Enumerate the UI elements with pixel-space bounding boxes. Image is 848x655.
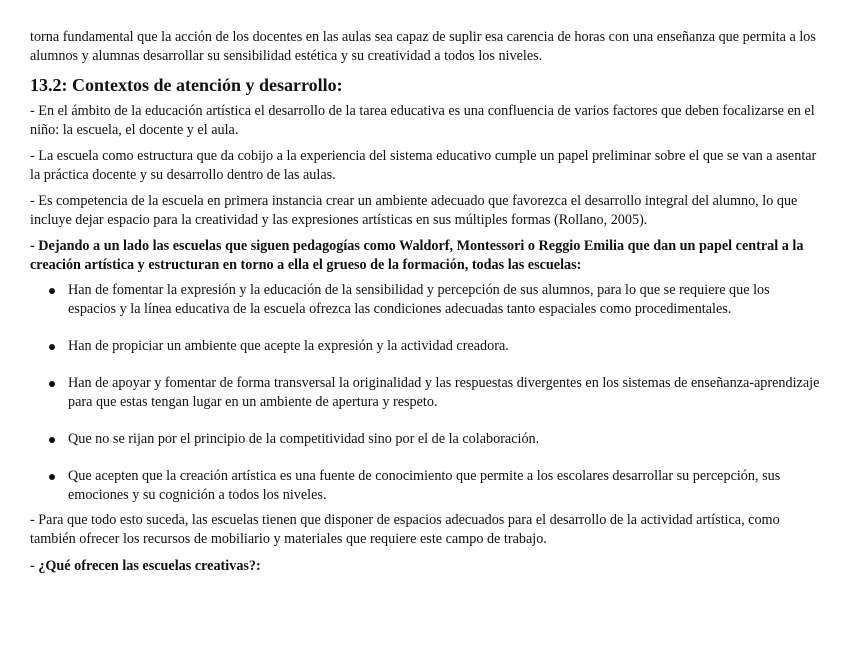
bullet-icon — [49, 381, 55, 387]
section-heading: 13.2: Contextos de atención y desarrollo: — [30, 75, 343, 95]
intro-paragraph: torna fundamental que la acción de los docentes en las aulas sea capaz de suplir esa carencia de horas con una enseñanza que permita a los alumnos y alumnas desarrollar su sensibilidad estética y su creatividad a todos los niveles. — [30, 29, 816, 64]
list-item-text: Han de fomentar la expresión y la educación de la sensibilidad y percepción de sus alumnos, para lo que se requiere que los espacios y la línea educativa de la escuela ofrezca las condiciones adecuadas tanto espaciales como procedimentales. — [68, 282, 770, 317]
closing-paragraph: - Para que todo esto suceda, las escuelas tienen que disponer de espacios adecuados para el desarrollo de la actividad artística, como también ofrecer los recursos de mobiliario y materiales que requiere este campo de trabajo. — [30, 512, 780, 547]
list-item — [68, 337, 820, 356]
list-item-text: Han de propiciar un ambiente que acepte la expresión y la actividad creadora. — [68, 338, 509, 354]
list-item — [68, 374, 820, 412]
paragraph-focus: - En el ámbito de la educación artística el desarrollo de la tarea educativa es una confluencia de varios factores que deben focalizarse en el niño: la escuela, el docente y el aula. — [30, 103, 815, 138]
paragraph-school-competence: - Es competencia de la escuela en primera instancia crear un ambiente adecuado que favorezca el desarrollo integral del alumno, lo que incluye dejar espacio para la creatividad y las expresiones artísticas en sus múltiples formas (Rollano, 2005). — [30, 193, 798, 228]
bullet-icon — [49, 474, 55, 480]
bold-paragraph-schools: - Dejando a un lado las escuelas que siguen pedagogías como Waldorf, Montessori o Reggio Emilia que dan un papel central a la creación artística y estructuran en torno a ella el grueso de la formación, todas las escuelas: — [30, 238, 804, 273]
list-item-text: Han de apoyar y fomentar de forma transversal la originalidad y las respuestas divergentes en los sistemas de enseñanza-aprendizaje para que estas tengan lugar en un ambiente de apertura y respeto. — [68, 375, 820, 410]
list-item-text: Que acepten que la creación artística es una fuente de conocimiento que permite a los escolares desarrollar su percepción, sus emociones y su cognición a todos los niveles. — [68, 468, 781, 503]
final-heading: - ¿Qué ofrecen las escuelas creativas?: — [30, 558, 261, 574]
document-page — [30, 28, 820, 576]
bullet-list — [30, 281, 820, 505]
list-item-text: Que no se rijan por el principio de la competitividad sino por el de la colaboración. — [68, 431, 540, 447]
bullet-icon — [49, 288, 55, 294]
list-item — [68, 281, 820, 319]
list-item — [68, 467, 820, 505]
paragraph-school-structure: - La escuela como estructura que da cobijo a la experiencia del sistema educativo cumple un papel preliminar sobre el que se van a asentar la práctica docente y su desarrollo dentro de las aulas. — [30, 148, 817, 183]
list-item — [68, 430, 820, 449]
bullet-icon — [49, 437, 55, 443]
bullet-icon — [49, 344, 55, 350]
